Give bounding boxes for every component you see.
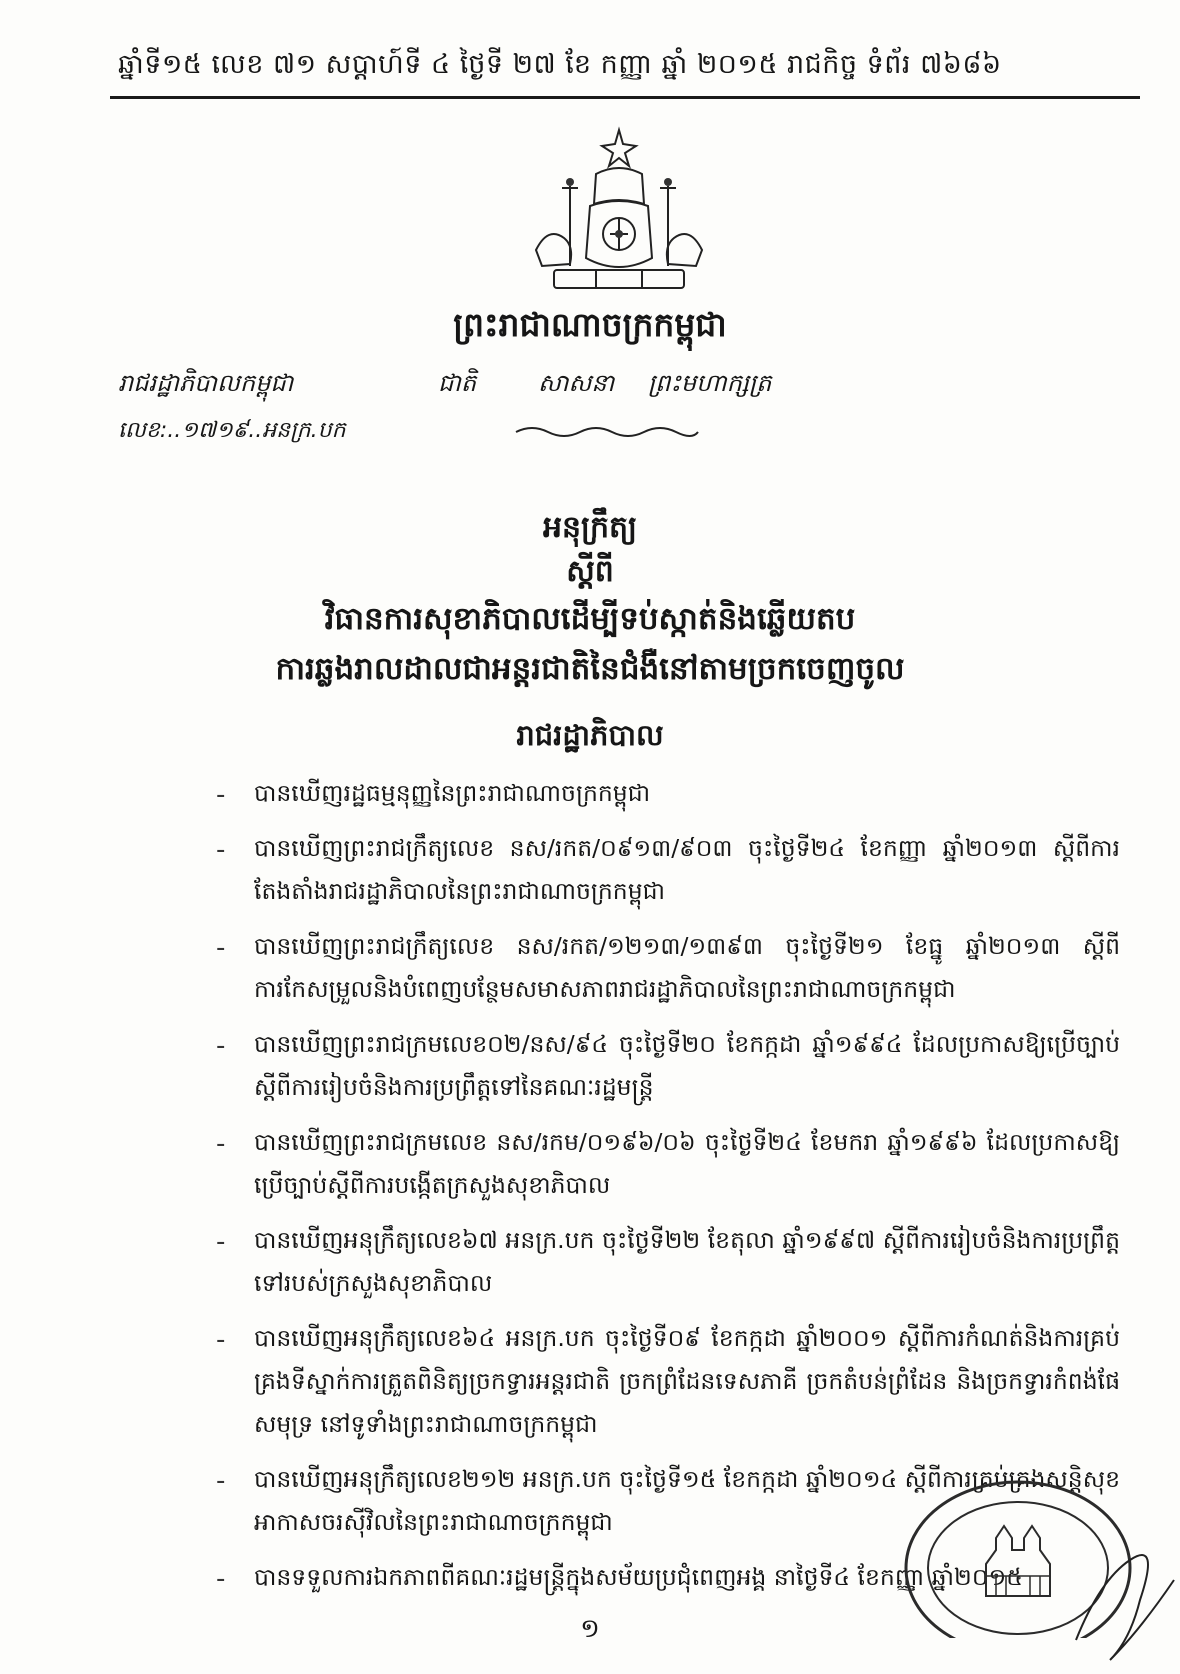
motto-king: ព្រះមហាក្សត្រ [648,369,772,397]
document-type: អនុក្រឹត្យ [542,510,638,545]
issuer-heading: រាជរដ្ឋាភិបាល [516,718,664,752]
title-line-2: ការឆ្លងរាលដាលជាអន្តរជាតិនៃជំងឺនៅតាមច្រកចេញចូល [275,651,905,687]
page-number: ១ [580,1614,600,1644]
motto-religion: សាសនា [538,369,615,397]
royal-coat-of-arms-icon [526,126,712,296]
preamble-item: - បានទទួលការឯកភាពពីគណៈរដ្ឋមន្ត្រីក្នុងសម័យប្រជុំពេញអង្គ នាថ្ងៃទី៤ ខែកញ្ញា ឆ្នាំ២០១៥ [224,1556,1120,1599]
preamble-item: - បានឃើញព្រះរាជក្រមលេខ នស/រកម/០១៩៦/០៦ ចុះថ្ងៃទី២៤ ខែមករា ឆ្នាំ១៩៩៦ ដែលប្រកាសឱ្យប្រើច្បាប់ស្តីពីការបង្កើតក្រសួងសុខាភិបាល [224,1121,1120,1207]
preamble-item: - បានឃើញអនុក្រឹត្យលេខ៦៤ អនក្រ.បក ចុះថ្ងៃទី០៩ ខែកក្កដា ឆ្នាំ២០០១ ស្តីពីការកំណត់និងការគ្រប់គ្រងទីស្នាក់ការត្រួតពិនិត្យច្រកទ្វារអន្តរជាតិ ច្រកព្រំដែនទេសភាគី ច្រកតំបន់ព្រំដែន និងច្រកទ្វារកំពង់ផែសមុទ្រ នៅទូទាំងព្រះរាជាណាចក្រកម្ពុជា [224,1317,1120,1446]
motto-flourish-icon [512,424,702,440]
kingdom-heading: ព្រះរាជាណាចក្រកម្ពុជា [453,305,727,344]
subject-word: ស្តីពី [566,554,614,589]
government-label: រាជរដ្ឋាភិបាលកម្ពុជា [118,369,294,397]
preamble-item: - បានឃើញអនុក្រឹត្យលេខ៦៧ អនក្រ.បក ចុះថ្ងៃទី២២ ខែតុលា ឆ្នាំ១៩៩៧ ស្តីពីការរៀបចំនិងការប្រព្រឹត្តទៅរបស់ក្រសួងសុខាភិបាល [224,1219,1120,1305]
title-line-1: វិធានការសុខាភិបាលដើម្បីទប់ស្កាត់និងឆ្លើយតប [324,601,856,637]
preamble-item: - បានឃើញរដ្ឋធម្មនុញ្ញនៃព្រះរាជាណាចក្រកម្ពុជា [224,772,1120,815]
motto-nation: ជាតិ [438,369,477,397]
gazette-header: ឆ្នាំទី១៥ លេខ ៧១ សប្តាហ៍ទី ៤ ថ្ងៃទី ២៧ ខែ កញ្ញា ឆ្នាំ ២០១៥ រាជកិច្ច ទំព័រ ៧៦៨៦ [118,49,1002,80]
decree-number: លេខ:..១៧១៩..អនក្រ.បក [118,418,346,443]
preamble-item: - បានឃើញអនុក្រឹត្យលេខ២១២ អនក្រ.បក ចុះថ្ងៃទី១៥ ខែកក្កដា ឆ្នាំ២០១៤ ស្តីពីការគ្រប់គ្រងសន្តិសុខអាកាសចរស៊ីវិលនៃព្រះរាជាណាចក្រកម្ពុជា [224,1458,1120,1544]
header-rule [110,96,1140,99]
preamble-item: - បានឃើញព្រះរាជក្រឹត្យលេខ នស/រកត/១២១៣/១៣៩៣ ចុះថ្ងៃទី២១ ខែធ្នូ ឆ្នាំ២០១៣ ស្តីពីការកែសម្រួលនិងបំពេញបន្ថែមសមាសភាពរាជរដ្ឋាភិបាលនៃព្រះរាជាណាចក្រកម្ពុជា [224,925,1120,1011]
preamble-item: - បានឃើញព្រះរាជក្រឹត្យលេខ នស/រកត/០៩១៣/៩០៣ ចុះថ្ងៃទី២៤ ខែកញ្ញា ឆ្នាំ២០១៣ ស្តីពីការតែងតាំងរាជរដ្ឋាភិបាលនៃព្រះរាជាណាចក្រកម្ពុជា [224,827,1120,913]
signature-icon [1070,1520,1180,1670]
preamble-item: - បានឃើញព្រះរាជក្រមលេខ០២/នស/៩៤ ចុះថ្ងៃទី២០ ខែកក្កដា ឆ្នាំ១៩៩៤ ដែលប្រកាសឱ្យប្រើច្បាប់ស្តីពីការរៀបចំនិងការប្រព្រឹត្តទៅនៃគណៈរដ្ឋមន្ត្រី [224,1023,1120,1109]
